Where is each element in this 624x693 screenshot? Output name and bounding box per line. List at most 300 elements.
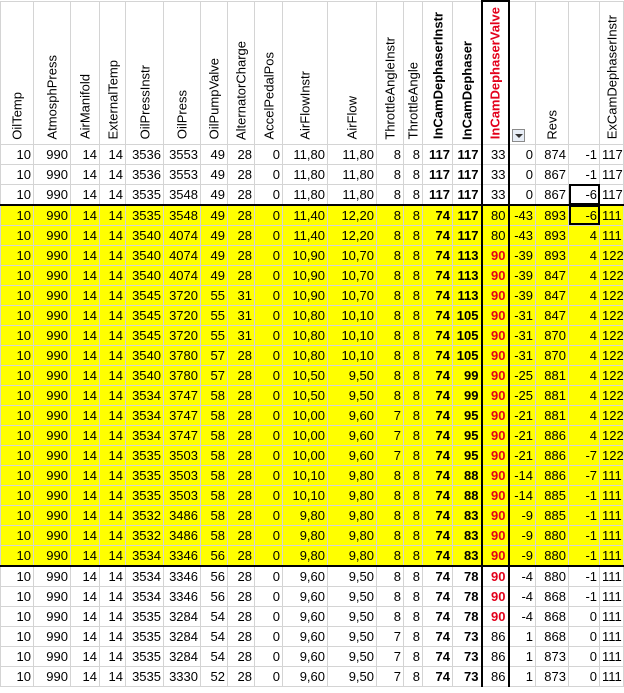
cell-filter[interactable]: -9 (509, 525, 536, 545)
cell-blank[interactable]: -1 (569, 586, 600, 606)
cell-incamdephaser[interactable]: 105 (453, 305, 482, 325)
cell-excamdephaserinstr[interactable]: 117 (600, 184, 624, 205)
cell-externaltemp[interactable]: 14 (100, 606, 126, 626)
cell-revs[interactable]: 880 (536, 525, 569, 545)
cell-airmanifold[interactable]: 14 (71, 225, 100, 245)
cell-atmosphpress[interactable]: 990 (34, 164, 71, 184)
cell-oilpumpvalve[interactable]: 56 (201, 566, 228, 587)
cell-incamdephaservalve[interactable]: 90 (482, 265, 509, 285)
cell-accelpedalpos[interactable]: 0 (255, 485, 283, 505)
cell-alternatorcharge[interactable]: 28 (228, 205, 255, 226)
cell-airflowinstr[interactable]: 11,80 (283, 164, 328, 184)
cell-airflow[interactable]: 12,20 (328, 205, 377, 226)
cell-filter[interactable]: -21 (509, 425, 536, 445)
cell-oiltemp[interactable]: 10 (1, 265, 34, 285)
cell-airmanifold[interactable]: 14 (71, 425, 100, 445)
cell-filter[interactable]: -39 (509, 245, 536, 265)
cell-oilpumpvalve[interactable]: 58 (201, 385, 228, 405)
cell-incamdephaservalve[interactable]: 90 (482, 245, 509, 265)
cell-airflow[interactable]: 10,10 (328, 325, 377, 345)
cell-airmanifold[interactable]: 14 (71, 164, 100, 184)
cell-airflow[interactable]: 9,80 (328, 505, 377, 525)
cell-oilpumpvalve[interactable]: 55 (201, 285, 228, 305)
cell-oiltemp[interactable]: 10 (1, 205, 34, 226)
cell-revs[interactable]: 868 (536, 626, 569, 646)
cell-airflowinstr[interactable]: 10,50 (283, 385, 328, 405)
cell-incamdephaserinstr[interactable]: 74 (423, 345, 453, 365)
cell-oiltemp[interactable]: 10 (1, 606, 34, 626)
cell-alternatorcharge[interactable]: 28 (228, 485, 255, 505)
cell-filter[interactable]: -39 (509, 265, 536, 285)
cell-revs[interactable]: 881 (536, 385, 569, 405)
cell-airflowinstr[interactable]: 10,10 (283, 465, 328, 485)
cell-airmanifold[interactable]: 14 (71, 325, 100, 345)
cell-accelpedalpos[interactable]: 0 (255, 445, 283, 465)
cell-alternatorcharge[interactable]: 28 (228, 626, 255, 646)
cell-oilpress[interactable]: 4074 (164, 245, 201, 265)
cell-incamdephaser[interactable]: 105 (453, 325, 482, 345)
cell-airflow[interactable]: 11,80 (328, 144, 377, 164)
cell-excamdephaserinstr[interactable]: 111 (600, 566, 624, 587)
cell-atmosphpress[interactable]: 990 (34, 606, 71, 626)
cell-throttleangleinstr[interactable]: 8 (377, 345, 404, 365)
cell-oilpress[interactable]: 3503 (164, 485, 201, 505)
cell-airflowinstr[interactable]: 10,50 (283, 365, 328, 385)
cell-incamdephaserinstr[interactable]: 74 (423, 225, 453, 245)
cell-alternatorcharge[interactable]: 28 (228, 465, 255, 485)
cell-externaltemp[interactable]: 14 (100, 205, 126, 226)
cell-throttleangleinstr[interactable]: 8 (377, 305, 404, 325)
cell-airflow[interactable]: 9,50 (328, 646, 377, 666)
cell-airflow[interactable]: 9,50 (328, 566, 377, 587)
cell-filter[interactable]: -31 (509, 305, 536, 325)
cell-excamdephaserinstr[interactable]: 111 (600, 225, 624, 245)
cell-accelpedalpos[interactable]: 0 (255, 164, 283, 184)
cell-throttleangleinstr[interactable]: 8 (377, 285, 404, 305)
cell-excamdephaserinstr[interactable]: 122 (600, 245, 624, 265)
cell-oiltemp[interactable]: 10 (1, 325, 34, 345)
cell-oilpress[interactable]: 3548 (164, 184, 201, 205)
cell-filter[interactable]: 0 (509, 164, 536, 184)
cell-excamdephaserinstr[interactable]: 122 (600, 445, 624, 465)
cell-oiltemp[interactable]: 10 (1, 385, 34, 405)
cell-incamdephaservalve[interactable]: 90 (482, 545, 509, 566)
cell-oilpumpvalve[interactable]: 49 (201, 265, 228, 285)
cell-accelpedalpos[interactable]: 0 (255, 586, 283, 606)
cell-filter[interactable]: -43 (509, 205, 536, 226)
cell-oilpumpvalve[interactable]: 49 (201, 144, 228, 164)
cell-incamdephaserinstr[interactable]: 74 (423, 666, 453, 686)
cell-incamdephaservalve[interactable]: 86 (482, 646, 509, 666)
cell-throttleangleinstr[interactable]: 8 (377, 225, 404, 245)
cell-airmanifold[interactable]: 14 (71, 285, 100, 305)
cell-oilpress[interactable]: 3346 (164, 545, 201, 566)
cell-oilpumpvalve[interactable]: 58 (201, 445, 228, 465)
cell-oiltemp[interactable]: 10 (1, 425, 34, 445)
cell-filter[interactable]: -39 (509, 285, 536, 305)
cell-filter[interactable]: -21 (509, 445, 536, 465)
cell-excamdephaserinstr[interactable]: 111 (600, 646, 624, 666)
cell-oilpumpvalve[interactable]: 58 (201, 525, 228, 545)
cell-incamdephaserinstr[interactable]: 74 (423, 385, 453, 405)
cell-throttleangle[interactable]: 8 (404, 525, 423, 545)
cell-oilpumpvalve[interactable]: 49 (201, 184, 228, 205)
cell-incamdephaserinstr[interactable]: 74 (423, 586, 453, 606)
cell-incamdephaservalve[interactable]: 86 (482, 626, 509, 646)
cell-incamdephaserinstr[interactable]: 74 (423, 245, 453, 265)
cell-oilpressinstr[interactable]: 3534 (126, 566, 164, 587)
cell-incamdephaser[interactable]: 95 (453, 405, 482, 425)
cell-blank[interactable]: 4 (569, 245, 600, 265)
cell-revs[interactable]: 847 (536, 285, 569, 305)
cell-throttleangleinstr[interactable]: 7 (377, 405, 404, 425)
cell-airflowinstr[interactable]: 9,60 (283, 646, 328, 666)
cell-incamdephaserinstr[interactable]: 74 (423, 545, 453, 566)
cell-oilpressinstr[interactable]: 3532 (126, 525, 164, 545)
cell-airmanifold[interactable]: 14 (71, 305, 100, 325)
cell-incamdephaserinstr[interactable]: 74 (423, 265, 453, 285)
cell-excamdephaserinstr[interactable]: 122 (600, 365, 624, 385)
cell-externaltemp[interactable]: 14 (100, 325, 126, 345)
cell-accelpedalpos[interactable]: 0 (255, 205, 283, 226)
cell-airmanifold[interactable]: 14 (71, 626, 100, 646)
cell-atmosphpress[interactable]: 990 (34, 144, 71, 164)
cell-atmosphpress[interactable]: 990 (34, 225, 71, 245)
cell-accelpedalpos[interactable]: 0 (255, 666, 283, 686)
cell-incamdephaservalve[interactable]: 90 (482, 445, 509, 465)
cell-throttleangle[interactable]: 8 (404, 505, 423, 525)
cell-atmosphpress[interactable]: 990 (34, 445, 71, 465)
cell-revs[interactable]: 886 (536, 465, 569, 485)
cell-incamdephaservalve[interactable]: 90 (482, 385, 509, 405)
cell-throttleangle[interactable]: 8 (404, 245, 423, 265)
cell-blank[interactable]: -1 (569, 566, 600, 587)
cell-incamdephaserinstr[interactable]: 74 (423, 445, 453, 465)
cell-blank[interactable]: 4 (569, 265, 600, 285)
cell-atmosphpress[interactable]: 990 (34, 465, 71, 485)
cell-filter[interactable]: -4 (509, 566, 536, 587)
cell-throttleangle[interactable]: 8 (404, 205, 423, 226)
cell-incamdephaservalve[interactable]: 90 (482, 345, 509, 365)
cell-oiltemp[interactable]: 10 (1, 184, 34, 205)
cell-incamdephaser[interactable]: 117 (453, 225, 482, 245)
cell-oilpressinstr[interactable]: 3535 (126, 606, 164, 626)
cell-revs[interactable]: 868 (536, 606, 569, 626)
cell-atmosphpress[interactable]: 990 (34, 485, 71, 505)
cell-oilpumpvalve[interactable]: 55 (201, 325, 228, 345)
cell-oilpressinstr[interactable]: 3535 (126, 646, 164, 666)
cell-airflow[interactable]: 10,70 (328, 265, 377, 285)
cell-alternatorcharge[interactable]: 31 (228, 285, 255, 305)
cell-incamdephaser[interactable]: 83 (453, 525, 482, 545)
cell-alternatorcharge[interactable]: 28 (228, 525, 255, 545)
cell-oilpumpvalve[interactable]: 54 (201, 606, 228, 626)
cell-throttleangle[interactable]: 8 (404, 385, 423, 405)
cell-blank[interactable]: -1 (569, 485, 600, 505)
cell-airflow[interactable]: 9,60 (328, 425, 377, 445)
cell-throttleangleinstr[interactable]: 8 (377, 485, 404, 505)
cell-throttleangleinstr[interactable]: 8 (377, 505, 404, 525)
cell-atmosphpress[interactable]: 990 (34, 305, 71, 325)
cell-airflow[interactable]: 9,50 (328, 666, 377, 686)
cell-oilpress[interactable]: 3284 (164, 606, 201, 626)
cell-oilpress[interactable]: 3503 (164, 445, 201, 465)
cell-airflow[interactable]: 9,50 (328, 385, 377, 405)
cell-oilpumpvalve[interactable]: 57 (201, 345, 228, 365)
cell-incamdephaserinstr[interactable]: 74 (423, 325, 453, 345)
cell-incamdephaservalve[interactable]: 33 (482, 144, 509, 164)
cell-oilpumpvalve[interactable]: 54 (201, 626, 228, 646)
cell-incamdephaservalve[interactable]: 90 (482, 285, 509, 305)
cell-airmanifold[interactable]: 14 (71, 144, 100, 164)
cell-incamdephaser[interactable]: 73 (453, 626, 482, 646)
cell-throttleangleinstr[interactable]: 8 (377, 545, 404, 566)
cell-incamdephaservalve[interactable]: 90 (482, 485, 509, 505)
cell-oilpressinstr[interactable]: 3534 (126, 385, 164, 405)
cell-excamdephaserinstr[interactable]: 111 (600, 505, 624, 525)
cell-externaltemp[interactable]: 14 (100, 626, 126, 646)
cell-oilpress[interactable]: 3747 (164, 405, 201, 425)
cell-airmanifold[interactable]: 14 (71, 205, 100, 226)
cell-blank[interactable]: -1 (569, 505, 600, 525)
cell-airflow[interactable]: 9,80 (328, 485, 377, 505)
cell-filter[interactable]: -14 (509, 465, 536, 485)
cell-throttleangleinstr[interactable]: 7 (377, 626, 404, 646)
cell-accelpedalpos[interactable]: 0 (255, 144, 283, 164)
cell-airflowinstr[interactable]: 9,60 (283, 566, 328, 587)
cell-airmanifold[interactable]: 14 (71, 646, 100, 666)
cell-revs[interactable]: 867 (536, 184, 569, 205)
cell-airmanifold[interactable]: 14 (71, 465, 100, 485)
cell-revs[interactable]: 847 (536, 305, 569, 325)
cell-oiltemp[interactable]: 10 (1, 445, 34, 465)
cell-revs[interactable]: 893 (536, 205, 569, 226)
cell-airflow[interactable]: 9,60 (328, 405, 377, 425)
cell-throttleangle[interactable]: 8 (404, 164, 423, 184)
cell-incamdephaser[interactable]: 113 (453, 265, 482, 285)
cell-filter[interactable]: -4 (509, 606, 536, 626)
cell-incamdephaser[interactable]: 73 (453, 666, 482, 686)
cell-throttleangle[interactable]: 8 (404, 646, 423, 666)
cell-airflow[interactable]: 10,70 (328, 245, 377, 265)
cell-externaltemp[interactable]: 14 (100, 646, 126, 666)
cell-throttleangle[interactable]: 8 (404, 144, 423, 164)
cell-alternatorcharge[interactable]: 28 (228, 345, 255, 365)
cell-accelpedalpos[interactable]: 0 (255, 305, 283, 325)
cell-revs[interactable]: 886 (536, 445, 569, 465)
cell-airflow[interactable]: 9,80 (328, 525, 377, 545)
cell-airmanifold[interactable]: 14 (71, 385, 100, 405)
cell-airmanifold[interactable]: 14 (71, 485, 100, 505)
cell-oiltemp[interactable]: 10 (1, 545, 34, 566)
cell-airflowinstr[interactable]: 10,90 (283, 285, 328, 305)
cell-revs[interactable]: 885 (536, 505, 569, 525)
cell-incamdephaserinstr[interactable]: 74 (423, 525, 453, 545)
cell-filter[interactable]: 0 (509, 184, 536, 205)
cell-incamdephaser[interactable]: 83 (453, 505, 482, 525)
cell-oilpumpvalve[interactable]: 56 (201, 586, 228, 606)
cell-throttleangle[interactable]: 8 (404, 285, 423, 305)
cell-throttleangleinstr[interactable]: 8 (377, 525, 404, 545)
cell-revs[interactable]: 893 (536, 225, 569, 245)
cell-atmosphpress[interactable]: 990 (34, 626, 71, 646)
cell-incamdephaservalve[interactable]: 90 (482, 525, 509, 545)
cell-throttleangle[interactable]: 8 (404, 545, 423, 566)
cell-oilpress[interactable]: 3720 (164, 305, 201, 325)
cell-airflowinstr[interactable]: 10,00 (283, 425, 328, 445)
cell-oilpumpvalve[interactable]: 49 (201, 205, 228, 226)
cell-externaltemp[interactable]: 14 (100, 405, 126, 425)
cell-accelpedalpos[interactable]: 0 (255, 405, 283, 425)
cell-excamdephaserinstr[interactable]: 111 (600, 485, 624, 505)
cell-throttleangle[interactable]: 8 (404, 626, 423, 646)
cell-oilpress[interactable]: 3346 (164, 586, 201, 606)
cell-oilpress[interactable]: 4074 (164, 265, 201, 285)
cell-filter[interactable]: -43 (509, 225, 536, 245)
cell-oiltemp[interactable]: 10 (1, 144, 34, 164)
cell-incamdephaser[interactable]: 95 (453, 425, 482, 445)
cell-incamdephaservalve[interactable]: 90 (482, 606, 509, 626)
cell-revs[interactable]: 847 (536, 265, 569, 285)
cell-externaltemp[interactable]: 14 (100, 485, 126, 505)
cell-externaltemp[interactable]: 14 (100, 505, 126, 525)
cell-atmosphpress[interactable]: 990 (34, 405, 71, 425)
cell-incamdephaserinstr[interactable]: 117 (423, 184, 453, 205)
cell-incamdephaserinstr[interactable]: 74 (423, 365, 453, 385)
cell-oilpumpvalve[interactable]: 52 (201, 666, 228, 686)
cell-airflowinstr[interactable]: 11,80 (283, 184, 328, 205)
cell-airflow[interactable]: 11,80 (328, 184, 377, 205)
cell-throttleangle[interactable]: 8 (404, 566, 423, 587)
cell-revs[interactable]: 873 (536, 646, 569, 666)
cell-incamdephaserinstr[interactable]: 74 (423, 285, 453, 305)
cell-oilpressinstr[interactable]: 3535 (126, 666, 164, 686)
cell-incamdephaser[interactable]: 113 (453, 285, 482, 305)
cell-atmosphpress[interactable]: 990 (34, 566, 71, 587)
cell-throttleangle[interactable]: 8 (404, 465, 423, 485)
cell-oilpress[interactable]: 3284 (164, 626, 201, 646)
cell-incamdephaservalve[interactable]: 33 (482, 164, 509, 184)
cell-oiltemp[interactable]: 10 (1, 626, 34, 646)
cell-blank[interactable]: 4 (569, 305, 600, 325)
cell-atmosphpress[interactable]: 990 (34, 265, 71, 285)
cell-externaltemp[interactable]: 14 (100, 225, 126, 245)
cell-blank[interactable]: 0 (569, 606, 600, 626)
cell-incamdephaser[interactable]: 73 (453, 646, 482, 666)
cell-alternatorcharge[interactable]: 31 (228, 325, 255, 345)
cell-excamdephaserinstr[interactable]: 122 (600, 425, 624, 445)
cell-oilpress[interactable]: 3747 (164, 425, 201, 445)
cell-accelpedalpos[interactable]: 0 (255, 325, 283, 345)
cell-blank[interactable]: 4 (569, 225, 600, 245)
cell-throttleangleinstr[interactable]: 8 (377, 586, 404, 606)
cell-throttleangleinstr[interactable]: 7 (377, 445, 404, 465)
cell-airmanifold[interactable]: 14 (71, 586, 100, 606)
cell-airflowinstr[interactable]: 9,60 (283, 626, 328, 646)
cell-airflow[interactable]: 10,10 (328, 305, 377, 325)
cell-oiltemp[interactable]: 10 (1, 465, 34, 485)
cell-accelpedalpos[interactable]: 0 (255, 184, 283, 205)
cell-airflowinstr[interactable]: 10,00 (283, 405, 328, 425)
cell-externaltemp[interactable]: 14 (100, 425, 126, 445)
cell-incamdephaservalve[interactable]: 90 (482, 505, 509, 525)
cell-revs[interactable]: 885 (536, 485, 569, 505)
cell-blank[interactable]: 4 (569, 385, 600, 405)
cell-throttleangle[interactable]: 8 (404, 485, 423, 505)
cell-blank[interactable]: 0 (569, 646, 600, 666)
cell-incamdephaservalve[interactable]: 86 (482, 666, 509, 686)
cell-filter[interactable]: -25 (509, 385, 536, 405)
cell-externaltemp[interactable]: 14 (100, 586, 126, 606)
cell-blank[interactable]: -6 (569, 205, 600, 226)
cell-throttleangleinstr[interactable]: 8 (377, 164, 404, 184)
cell-incamdephaser[interactable]: 88 (453, 485, 482, 505)
cell-oilpressinstr[interactable]: 3540 (126, 225, 164, 245)
cell-oilpressinstr[interactable]: 3540 (126, 345, 164, 365)
cell-atmosphpress[interactable]: 990 (34, 586, 71, 606)
cell-incamdephaserinstr[interactable]: 74 (423, 305, 453, 325)
cell-accelpedalpos[interactable]: 0 (255, 385, 283, 405)
cell-oilpressinstr[interactable]: 3534 (126, 545, 164, 566)
cell-atmosphpress[interactable]: 990 (34, 205, 71, 226)
cell-oiltemp[interactable]: 10 (1, 365, 34, 385)
cell-airmanifold[interactable]: 14 (71, 606, 100, 626)
cell-throttleangleinstr[interactable]: 8 (377, 205, 404, 226)
cell-incamdephaserinstr[interactable]: 74 (423, 205, 453, 226)
cell-excamdephaserinstr[interactable]: 111 (600, 205, 624, 226)
cell-filter[interactable]: -31 (509, 325, 536, 345)
cell-alternatorcharge[interactable]: 28 (228, 405, 255, 425)
cell-throttleangleinstr[interactable]: 8 (377, 566, 404, 587)
cell-revs[interactable]: 870 (536, 325, 569, 345)
cell-blank[interactable]: 4 (569, 425, 600, 445)
cell-blank[interactable]: 4 (569, 325, 600, 345)
cell-blank[interactable]: 4 (569, 345, 600, 365)
cell-throttleangle[interactable]: 8 (404, 325, 423, 345)
cell-airflow[interactable]: 12,20 (328, 225, 377, 245)
cell-airmanifold[interactable]: 14 (71, 245, 100, 265)
cell-airflowinstr[interactable]: 10,80 (283, 325, 328, 345)
cell-airflowinstr[interactable]: 9,80 (283, 505, 328, 525)
cell-revs[interactable]: 886 (536, 425, 569, 445)
cell-throttleangle[interactable]: 8 (404, 265, 423, 285)
cell-throttleangle[interactable]: 8 (404, 345, 423, 365)
cell-atmosphpress[interactable]: 990 (34, 666, 71, 686)
cell-accelpedalpos[interactable]: 0 (255, 626, 283, 646)
cell-alternatorcharge[interactable]: 28 (228, 505, 255, 525)
cell-revs[interactable]: 868 (536, 586, 569, 606)
cell-alternatorcharge[interactable]: 31 (228, 305, 255, 325)
cell-blank[interactable]: 4 (569, 405, 600, 425)
cell-incamdephaser[interactable]: 117 (453, 144, 482, 164)
cell-airflowinstr[interactable]: 9,80 (283, 525, 328, 545)
cell-airflowinstr[interactable]: 11,40 (283, 225, 328, 245)
cell-oilpress[interactable]: 3330 (164, 666, 201, 686)
cell-throttleangle[interactable]: 8 (404, 606, 423, 626)
cell-blank[interactable]: -7 (569, 465, 600, 485)
cell-incamdephaserinstr[interactable]: 74 (423, 646, 453, 666)
cell-oiltemp[interactable]: 10 (1, 305, 34, 325)
cell-accelpedalpos[interactable]: 0 (255, 265, 283, 285)
cell-externaltemp[interactable]: 14 (100, 365, 126, 385)
cell-incamdephaservalve[interactable]: 90 (482, 365, 509, 385)
cell-incamdephaservalve[interactable]: 90 (482, 566, 509, 587)
cell-oilpressinstr[interactable]: 3534 (126, 425, 164, 445)
cell-externaltemp[interactable]: 14 (100, 305, 126, 325)
cell-throttleangle[interactable]: 8 (404, 305, 423, 325)
cell-airmanifold[interactable]: 14 (71, 445, 100, 465)
cell-oilpressinstr[interactable]: 3534 (126, 405, 164, 425)
